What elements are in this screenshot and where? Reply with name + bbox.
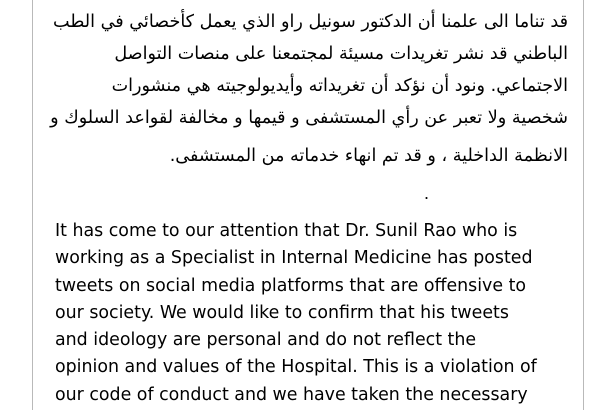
english-line: It has come to our attention that Dr. Sunil Rao who is [55, 221, 518, 241]
page-left-border [32, 0, 33, 410]
english-line: opinion and values of the Hospital. This is a violation of [55, 357, 537, 378]
arabic-line: قد تناما الى علمنا أن الدكتور سونيل راو الذي يعمل كأخصائي في الطب [53, 12, 568, 32]
arabic-line: الباطني قد نشر تغريدات مسيئة لمجتمعنا على منصات التواصل [114, 44, 568, 64]
english-line: and ideology are personal and do not reflect the [55, 330, 477, 351]
arabic-line: الاجتماعي. ونود أن نؤكد أن تغريداته وأيديولوجيته هي منشورات [111, 76, 568, 96]
arabic-line: الانظمة الداخلية ، و قد تم انهاء خدماته من المستشفى. [169, 146, 568, 166]
arabic-line: شخصية ولا تعبر عن رأي المستشفى و قيمها و مخالفة لقواعد السلوك و [50, 108, 568, 128]
english-paragraph [55, 218, 590, 409]
english-line: working as a Specialist in Internal Medicine has posted [55, 248, 533, 269]
english-line: our society. We would like to confirm that his tweets [55, 302, 509, 323]
english-line: our code of conduct and we have taken the necessary [55, 384, 528, 405]
arabic-paragraph [48, 6, 568, 172]
separator-dot: . [424, 183, 430, 203]
english-line: tweets on social media platforms that are offensive to [55, 275, 527, 296]
